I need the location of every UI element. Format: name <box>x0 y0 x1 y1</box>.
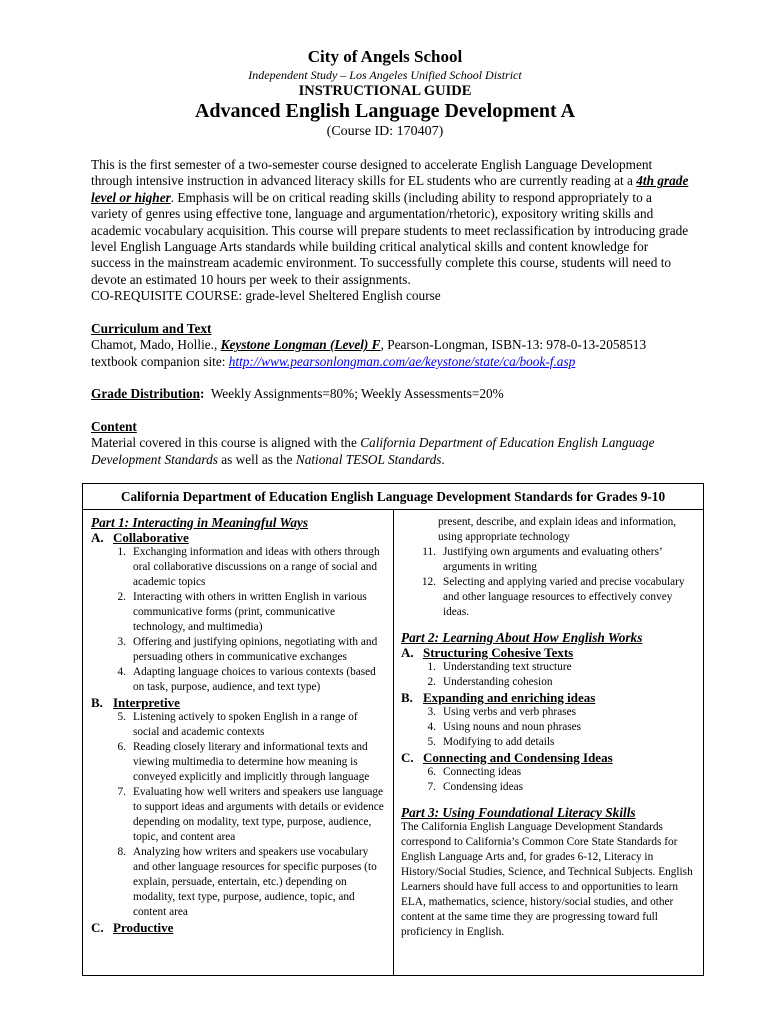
continued-item-text: present, describe, and explain ideas and information, using appropriate technology <box>438 516 677 543</box>
content-heading: Content <box>91 419 137 434</box>
table-title: California Department of Education English Language Development Standards for Grades 9-10 <box>83 484 703 510</box>
content-section <box>91 419 691 468</box>
part2-c-list <box>401 765 695 795</box>
standard-text: Analyzing how writers and speakers use vocabulary and other language resources for specific purposes (to explain, persuade, entertain, etc.) depending on modality, text type, purpose, audience, topic, and content area <box>133 846 377 918</box>
section-c-list <box>401 545 695 620</box>
intro-paragraph <box>91 157 691 305</box>
course-id: (Course ID: 170407) <box>326 124 444 139</box>
section-c-heading <box>91 920 385 935</box>
school-name: City of Angels School <box>307 47 463 66</box>
section-b-title: Interpretive <box>113 695 180 710</box>
standard-item <box>401 765 695 780</box>
standard-text: Understanding text structure <box>443 661 572 673</box>
curriculum-section <box>91 321 691 370</box>
standard-item <box>401 545 695 575</box>
standard-text: Condensing ideas <box>443 781 524 793</box>
part3-text: The California English Language Development Standards correspond to California’s Common Core State Standards for English Language Arts and, for grades 6-12, Literacy in History/Social Studies, Science, and Technical Subjects. English Learners should have full access to and opportunities to learn ELA, mathematics, science, history/social studies, and other content at the same time they are progressing toward full proficiency in English. <box>401 821 693 938</box>
part3-heading: Part 3: Using Foundational Literacy Skills <box>401 805 636 820</box>
intro-emphasis: 4th grade level or higher <box>91 173 689 205</box>
content-text-1: Material covered in this course is aligned with the <box>91 435 361 451</box>
section-a-list <box>91 545 385 695</box>
standard-text: Exchanging information and ideas with others through oral collaborative discussions on a range of social and academic topics <box>133 546 380 588</box>
standard-number: 5. <box>117 711 126 723</box>
part2-a-letter: A. <box>401 645 414 660</box>
part2-b-letter: B. <box>401 690 413 705</box>
content-text-3: . <box>441 451 445 467</box>
standard-text: Evaluating how well writers and speakers use language to support ideas and arguments with details or evidence depending on modality, text type, purpose, audience, topic, and content area <box>133 786 384 843</box>
grade-distribution <box>91 386 691 402</box>
section-b-list <box>91 710 385 920</box>
standard-number: 5. <box>427 736 436 748</box>
intro-text-2: . Emphasis will be on critical reading skills (including ability to respond appropriately to a variety of genres using effective tone, language and argumentation/rhetoric), expository writing skills and academic vocabulary acquisition. This course will prepare students to meet reclassification by introducing grade level English Language Arts standards while building critical analytical skills and content knowledge for success in the mainstream academic environment. To successfully complete this course, students will need to devote an estimated 10 hours per week to their assignments. <box>91 189 689 287</box>
grade-text: Weekly Assignments=80%; Weekly Assessments=20% <box>204 386 504 401</box>
curriculum-authors: Chamot, Mado, Hollie., <box>91 337 221 353</box>
table-right-column <box>394 510 703 976</box>
standard-text: Selecting and applying varied and precise vocabulary and other language resources to effectively convey ideas. <box>443 576 685 618</box>
standard-number: 3. <box>427 706 436 718</box>
standard-item <box>91 710 385 740</box>
part2-c-title: Connecting and Condensing Ideas <box>423 750 613 765</box>
standard-number: 8. <box>117 846 126 858</box>
curriculum-isbn: , Pearson-Longman, ISBN-13: 978-0-13-2058513 <box>380 337 647 353</box>
standard-item <box>91 845 385 920</box>
standard-text: Adapting language choices to various contexts (based on task, purpose, audience, and text type) <box>133 666 376 693</box>
standard-text: Understanding cohesion <box>443 676 553 688</box>
standard-text: Reading closely literary and informational texts and viewing multimedia to determine how meaning is conveyed explicitly and implicitly through language <box>133 741 370 783</box>
standard-item <box>91 545 385 590</box>
curriculum-book: Keystone Longman (Level) F <box>220 337 381 353</box>
standard-item <box>401 720 695 735</box>
standard-number: 6. <box>427 766 436 778</box>
part2-c-letter: C. <box>401 750 414 765</box>
standard-number: 3. <box>117 636 126 648</box>
standard-number: 4. <box>117 666 126 678</box>
standard-text: Offering and justifying opinions, negotiating with and persuading others in communicative exchanges <box>133 636 378 663</box>
standard-text: Justifying own arguments and evaluating others’ arguments in writing <box>443 546 662 573</box>
standard-number: 7. <box>117 786 126 798</box>
table-left-column <box>83 510 394 976</box>
standard-text: Modifying to add details <box>443 736 555 748</box>
content-standards-1: California Department of Education English Language Development Standards <box>91 435 655 467</box>
guide-label: INSTRUCTIONAL GUIDE <box>298 83 472 99</box>
companion-site-link[interactable]: http://www.pearsonlongman.com/ae/keystone/state/ca/book-f.asp <box>228 353 576 369</box>
part2-a-list <box>401 660 695 690</box>
standard-item <box>401 780 695 795</box>
section-b-heading <box>91 695 385 710</box>
part2-b-title: Expanding and enriching ideas <box>423 690 596 705</box>
standard-item <box>91 785 385 845</box>
part2-a-title: Structuring Cohesive Texts <box>423 645 574 660</box>
standard-number: 7. <box>427 781 436 793</box>
standard-number: 11. <box>422 546 436 558</box>
standard-text: Connecting ideas <box>443 766 522 778</box>
part1-heading: Part 1: Interacting in Meaningful Ways <box>91 515 309 530</box>
standard-number: 4. <box>427 721 436 733</box>
standard-text: Interacting with others in written English in various communicative forms (print, communicative technology, and multimedia) <box>133 591 367 633</box>
standard-number: 12. <box>421 576 436 588</box>
standard-number: 1. <box>117 546 126 558</box>
part2-heading: Part 2: Learning About How English Works <box>401 630 643 645</box>
section-c-title: Productive <box>113 920 174 935</box>
standard-item <box>401 705 695 720</box>
content-text-2: as well as the <box>217 451 296 467</box>
part2-b-heading <box>401 690 695 705</box>
part2-b-list <box>401 705 695 750</box>
standard-text: Listening actively to spoken English in a range of social and academic contexts <box>133 711 358 738</box>
section-a-title: Collaborative <box>113 530 189 545</box>
intro-text-1: This is the first semester of a two-semester course designed to accelerate English Language Development through intensive instruction in advanced literacy skills for EL students who are currently reading at a <box>91 157 653 189</box>
standard-item <box>91 740 385 785</box>
standard-item <box>401 735 695 750</box>
curriculum-heading: Curriculum and Text <box>91 321 212 336</box>
standard-number: 6. <box>117 741 126 753</box>
coreq-line: CO-REQUISITE COURSE: grade-level Sheltered English course <box>91 288 441 304</box>
standard-text: Using nouns and noun phrases <box>443 721 582 733</box>
standard-item <box>91 635 385 665</box>
section-a-letter: A. <box>91 530 104 545</box>
site-label: textbook companion site: <box>91 353 229 369</box>
part2-a-heading <box>401 645 695 660</box>
standard-item <box>401 575 695 620</box>
section-b-letter: B. <box>91 695 103 710</box>
standard-number: 2. <box>117 591 126 603</box>
standard-item <box>91 590 385 635</box>
section-c-letter: C. <box>91 920 104 935</box>
standard-item <box>91 665 385 695</box>
standard-number: 1. <box>427 661 436 673</box>
grade-colon: : <box>199 386 205 401</box>
content-standards-2: National TESOL Standards <box>295 451 442 467</box>
standards-table <box>82 483 704 976</box>
standard-number: 2. <box>427 676 436 688</box>
section-a-heading <box>91 530 385 545</box>
grade-heading: Grade Distribution <box>91 386 200 401</box>
district-line: Independent Study – Los Angeles Unified School District <box>248 68 522 82</box>
standard-item <box>401 660 695 675</box>
standard-text: Using verbs and verb phrases <box>443 706 577 718</box>
part2-c-heading <box>401 750 695 765</box>
course-title: Advanced English Language Development A <box>194 100 576 122</box>
standard-item <box>401 675 695 690</box>
